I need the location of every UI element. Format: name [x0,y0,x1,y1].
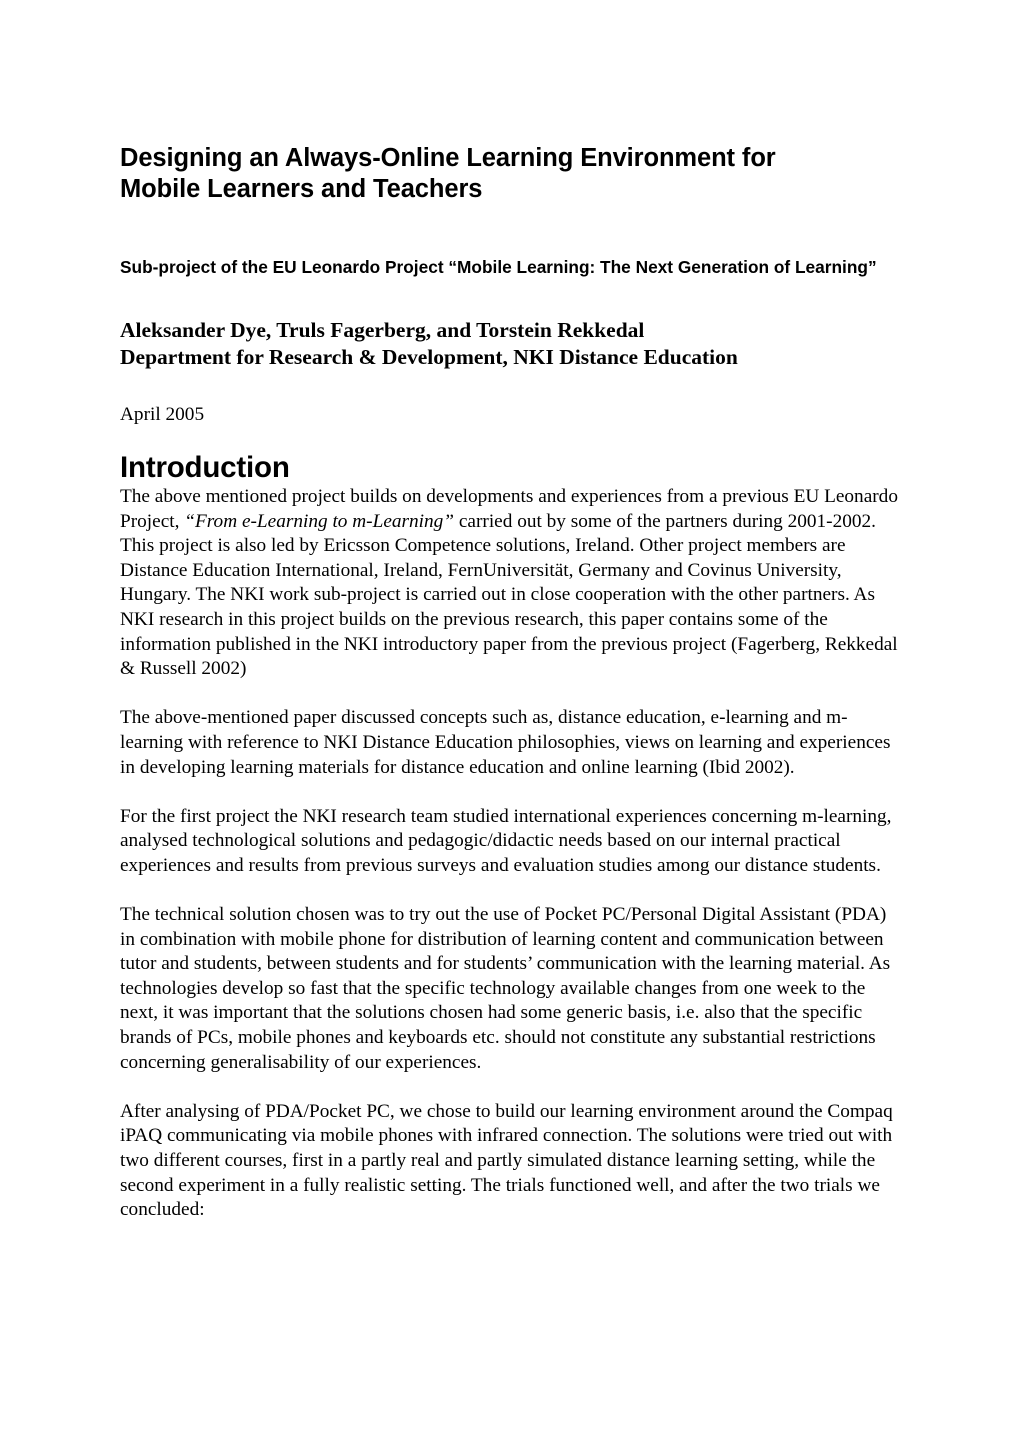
introduction-body [120,485,902,1223]
text-run: The above mentioned project builds on developments and experiences from a previous EU Leonardo Project, [120,486,898,532]
publication-date: April 2005 [120,404,205,425]
italic-run: “From e-Learning to m-Learning” [184,510,455,532]
section-heading-introduction: Introduction [120,451,290,484]
text-run: For the first project the NKI research team studied international experiences concerning m-learning, analysed technological solutions and pedagogic/didactic needs based on our internal practical experiences and results from previous surveys and evaluation studies among our distance students. [120,805,892,876]
body-paragraph [120,485,902,682]
body-paragraph [120,780,902,878]
text-run: The technical solution chosen was to try out the use of Pocket PC/Personal Digital Assistant (PDA) in combination with mobile phone for distribution of learning content and communication between tutor and students, between students and for students’ communication with the learning material. As technologies develop so fast that the specific technology available changes from one week to the next, it was important that the solutions chosen had some generic basis, i.e. also that the specific brands of PCs, mobile phones and keyboards etc. should not constitute any substantial restrictions concerning generalisability of our experiences. [120,904,891,1073]
page-title: Designing an Always-Online Learning Environment for Mobile Learners and Teachers [120,144,776,203]
body-paragraph [120,1075,902,1223]
text-run: After analysing of PDA/Pocket PC, we chose to build our learning environment around the Compaq iPAQ communicating via mobile phones with infrared connection. The solutions were tried out with two different courses, first in a partly real and partly simulated distance learning setting, while the second experiment in a fully realistic setting. The trials functioned well, and after the two trials we concluded: [120,1100,893,1221]
author-block [120,278,902,371]
body-paragraph [120,879,902,1076]
body-paragraph [120,682,902,780]
text-run: carried out by some of the partners during 2001-2002. This project is also led by Ericsson Competence solutions, Ireland. Other project members are Distance Education International, Ireland, FernUniversität, Germany and Covinus University, Hungary. The NKI work sub-project is carried out in close cooperation with the other partners. As NKI research in this project builds on the previous research, this paper contains some of the information published in the NKI introductory paper from the previous project (Fagerberg, Rekkedal & Russell 2002) [120,510,898,680]
author-names: Aleksander Dye, Truls Fagerberg, and Torstein Rekkedal [120,318,645,342]
author-affiliation: Department for Research & Development, NKI Distance Education [120,345,738,369]
text-run: The above-mentioned paper discussed concepts such as, distance education, e-learning and m-learning with reference to NKI Distance Education philosophies, views on learning and experiences in developing learning materials for distance education and online learning (Ibid 2002). [120,707,891,778]
document-subtitle: Sub-project of the EU Leonardo Project “Mobile Learning: The Next Generation of Learning” [120,257,877,277]
document-content-column [120,143,902,1223]
